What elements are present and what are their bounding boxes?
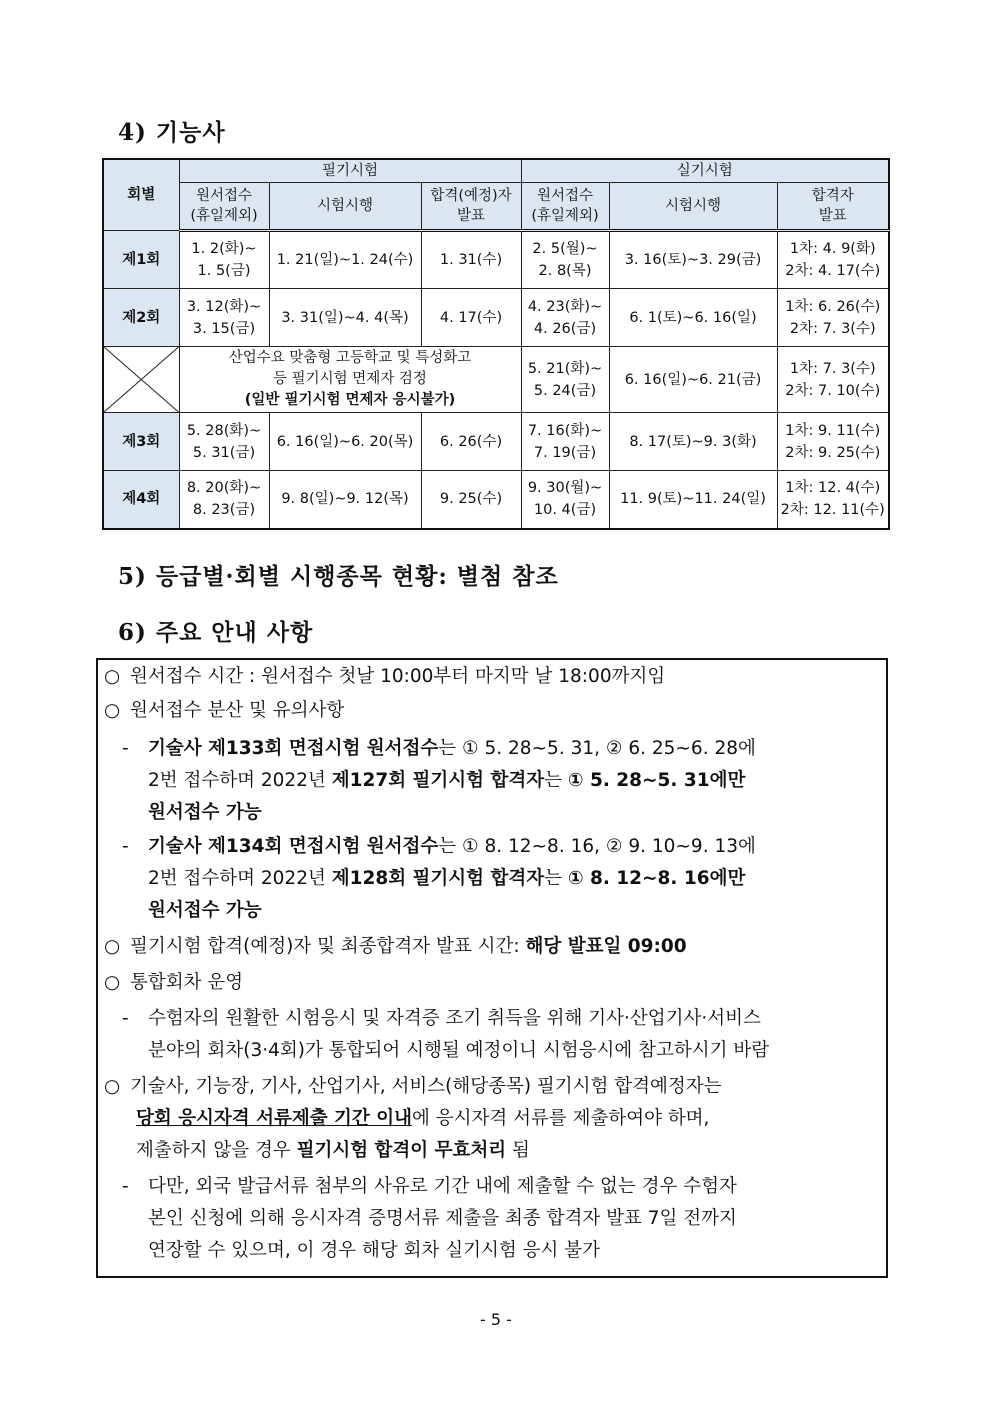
section-title-5: 5) 등급별·회별 시행종목 현황: 별첨 참조 [118, 563, 559, 590]
round-label: 제2회 [103, 289, 179, 347]
practical-apply-cell: 2. 5(월)~ 2. 8(목) [521, 231, 609, 289]
practical-pass-header: 합격자 발표 [777, 183, 889, 231]
written-pass-cell: 4. 17(수) [421, 289, 521, 347]
practical-exam-cell: 6. 1(토)~6. 16(일) [609, 289, 777, 347]
practical-pass-cell: 1차: 4. 9(화) 2차: 4. 17(수) [777, 231, 889, 289]
table-row [103, 471, 889, 529]
practical-exam-cell: 11. 9(토)~11. 24(일) [609, 471, 777, 529]
notice-subitem: - 기술사 제134회 면접시험 원서접수는 ① 8. 12~8. 16, ② 9. 10~9. 13에 [122, 832, 756, 862]
table-row-special [103, 347, 889, 413]
notice-subitem-cont: 2번 접수하며 2022년 제127회 필기시험 합격자는 ① 5. 28~5. 31에만 [148, 770, 746, 791]
notice-item: ○ 필기시험 합격(예정)자 및 최종합격자 발표 시간: 해당 발표일 09:00 [104, 932, 687, 962]
notice-subitem-cont: 원서접수 가능 [148, 802, 262, 823]
table-row [103, 413, 889, 471]
table-row [103, 231, 889, 289]
written-apply-header: 원서접수 (휴일제외) [179, 183, 269, 231]
notice-box [96, 658, 888, 1278]
round-label: 제1회 [103, 231, 179, 289]
practical-pass-cell: 1차: 12. 4(수) 2차: 12. 11(수) [777, 471, 889, 529]
written-pass-header: 합격(예정)자 발표 [421, 183, 521, 231]
dash-bullet: - [122, 1008, 129, 1029]
written-apply-cell: 8. 20(화)~ 8. 23(금) [179, 471, 269, 529]
table-row [103, 289, 889, 347]
practical-pass-cell: 1차: 7. 3(수) 2차: 7. 10(수) [777, 347, 889, 413]
written-apply-cell: 5. 28(화)~ 5. 31(금) [179, 413, 269, 471]
dash-bullet: - [122, 836, 129, 857]
notice-subitem-cont: 2번 접수하며 2022년 제128회 필기시험 합격자는 ① 8. 12~8. 16에만 [148, 868, 746, 889]
practical-pass-cell: 1차: 9. 11(수) 2차: 9. 25(수) [777, 413, 889, 471]
cross-mark [104, 347, 179, 412]
written-exam-date-header: 시험시행 [269, 183, 421, 231]
practical-pass-cell: 1차: 6. 26(수) 2차: 7. 3(수) [777, 289, 889, 347]
practical-exam-cell: 8. 17(토)~9. 3(화) [609, 413, 777, 471]
written-exam-cell: 6. 16(일)~6. 20(목) [269, 413, 421, 471]
notice-subitem-cont: 본인 신청에 의해 응시자격 증명서류 제출을 최종 합격자 발표 7일 전까지 [148, 1208, 737, 1229]
notice-item: ○ 기술사, 기능장, 기사, 산업기사, 서비스(해당종목) 필기시험 합격예정자는 [104, 1072, 722, 1102]
written-exam-header: 필기시험 [179, 159, 521, 183]
practical-apply-cell: 5. 21(화)~ 5. 24(금) [521, 347, 609, 413]
written-exam-cell: 1. 21(일)~1. 24(수) [269, 231, 421, 289]
practical-apply-header: 원서접수 (휴일제외) [521, 183, 609, 231]
notice-subitem: - 수험자의 원활한 시험응시 및 자격증 조기 취득을 위해 기사·산업기사·서비스 [122, 1004, 761, 1034]
written-pass-cell: 6. 26(수) [421, 413, 521, 471]
round-label: 제3회 [103, 413, 179, 471]
notice-subitem: - 다만, 외국 발급서류 첨부의 사유로 기간 내에 제출할 수 없는 경우 수험자 [122, 1172, 737, 1202]
notice-subitem: - 기술사 제133회 면접시험 원서접수는 ① 5. 28~5. 31, ② 6. 25~6. 28에 [122, 734, 756, 764]
practical-exam-cell: 3. 16(토)~3. 29(금) [609, 231, 777, 289]
practical-apply-cell: 7. 16(화)~ 7. 19(금) [521, 413, 609, 471]
written-pass-cell: 1. 31(수) [421, 231, 521, 289]
written-pass-cell: 9. 25(수) [421, 471, 521, 529]
circle-bullet: ○ [104, 666, 121, 687]
written-exam-cell: 9. 8(일)~9. 12(목) [269, 471, 421, 529]
circle-bullet: ○ [104, 972, 121, 993]
notice-subitem-cont: 원서접수 가능 [148, 900, 262, 921]
notice-subitem-cont: 분야의 회차(3·4회)가 통합되어 시행될 예정이니 시험응시에 참고하시기 바람 [148, 1040, 770, 1061]
schedule-table [102, 158, 890, 530]
dash-bullet: - [122, 1176, 129, 1197]
practical-exam-date-header: 시험시행 [609, 183, 777, 231]
notice-item-cont: 제출하지 않을 경우 필기시험 합격이 무효처리 됨 [136, 1140, 530, 1161]
written-apply-cell: 3. 12(화)~ 3. 15(금) [179, 289, 269, 347]
dash-bullet: - [122, 738, 129, 759]
practical-exam-header: 실기시험 [521, 159, 889, 183]
notice-item-cont: 당회 응시자격 서류제출 기간 이내에 응시자격 서류를 제출하여야 하며, [136, 1108, 710, 1129]
empty-cross-cell [103, 347, 179, 413]
exemption-note-cell: 산업수요 맞춤형 고등학교 및 특성화고 등 필기시험 면제자 검정 (일반 필기시험 면제자 응시불가) [179, 347, 521, 413]
practical-exam-cell: 6. 16(일)~6. 21(금) [609, 347, 777, 413]
circle-bullet: ○ [104, 936, 121, 957]
circle-bullet: ○ [104, 1076, 121, 1097]
section-title-4: 4) 기능사 [118, 119, 226, 146]
section-title-6: 6) 주요 안내 사항 [118, 619, 314, 646]
written-apply-cell: 1. 2(화)~ 1. 5(금) [179, 231, 269, 289]
notice-item: ○ 통합회차 운영 [104, 968, 243, 998]
practical-apply-cell: 4. 23(화)~ 4. 26(금) [521, 289, 609, 347]
notice-subitem-cont: 연장할 수 있으며, 이 경우 해당 회차 실기시험 응시 불가 [148, 1240, 600, 1261]
round-label: 제4회 [103, 471, 179, 529]
practical-apply-cell: 9. 30(월)~ 10. 4(금) [521, 471, 609, 529]
notice-item: ○ 원서접수 시간 : 원서접수 첫날 10:00부터 마지막 날 18:00까지임 [104, 662, 665, 692]
circle-bullet: ○ [104, 700, 121, 721]
page-number: - 5 - [480, 1310, 512, 1329]
notice-item: ○ 원서접수 분산 및 유의사항 [104, 696, 344, 726]
col-round-header: 회별 [103, 159, 179, 231]
written-exam-cell: 3. 31(일)~4. 4(목) [269, 289, 421, 347]
